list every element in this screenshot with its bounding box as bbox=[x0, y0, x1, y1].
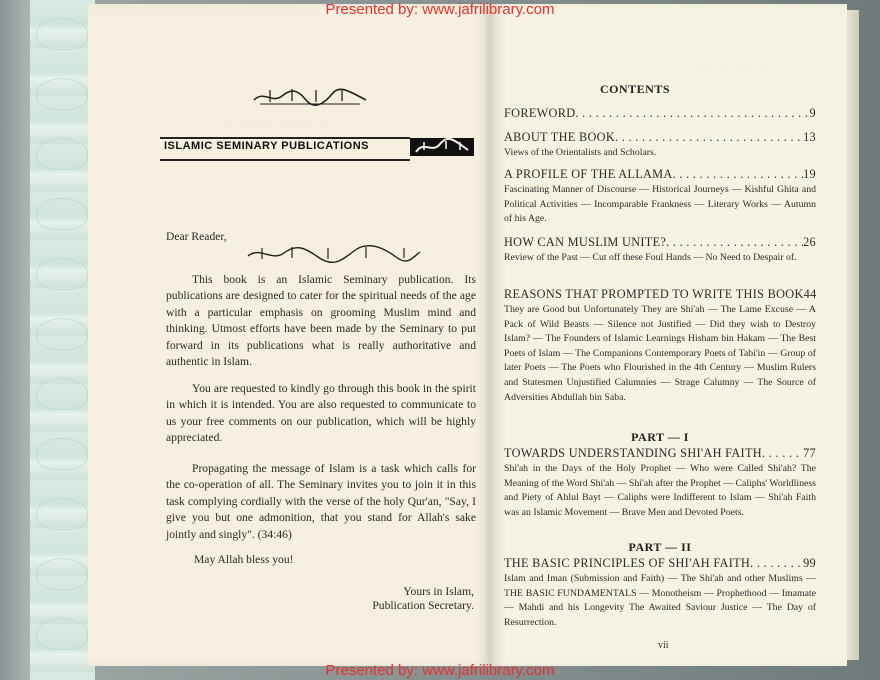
publisher-banner bbox=[160, 137, 478, 159]
toc-entry-description: Views of the Orientalists and Scholars. bbox=[504, 147, 657, 158]
part-heading: PART — II bbox=[628, 540, 692, 554]
bismillah-calligraphy bbox=[250, 86, 370, 108]
toc-entry bbox=[504, 556, 816, 630]
toc-entry-title: ABOUT THE BOOK bbox=[504, 130, 616, 144]
toc-entry bbox=[504, 235, 816, 266]
contents-title: CONTENTS bbox=[600, 82, 671, 96]
toc-entry-description: They are Good but Unfortunately They are Shi'ah — The Lame Excuse — A Pack of Wild Beasts — Silence not Justified — Did they wish to Destroy Islam? — The Founders of Islamic Learnings Hisham bin Hakam — The Best Poets of Islam — The Companions Contemporary Poets of Tabi'in — Group of later Poets — The Poets who Flourished in the 4th Century — Muslim Rulers and Statesmen Unjustified Calumnies — Strage Calumny — The Source of Adversities Abdullah bin Saba. bbox=[504, 304, 816, 403]
toc-entry-page: 26 bbox=[803, 235, 816, 249]
toc-entry-page: 44 bbox=[803, 287, 817, 301]
toc-entry-description: Fascinating Manner of Discourse — Historical Journeys — Kishful Ghita and Political Activities — Incomparable Frankness — Literary Works — Autumn of his Age. bbox=[504, 184, 816, 225]
toc-entry-title: HOW CAN MUSLIM UNITE? bbox=[504, 235, 667, 249]
toc-entry-title: REASONS THAT PROMPTED TO WRITE THIS BOOK bbox=[504, 287, 804, 301]
toc-entry-title: FOREWORD bbox=[504, 106, 576, 120]
part-heading: PART — I bbox=[631, 430, 689, 444]
signature: Publication Secretary. bbox=[372, 599, 474, 612]
toc-entry-title: THE BASIC PRINCIPLES OF SHI'AH FAITH bbox=[504, 556, 751, 570]
page-number: vii bbox=[658, 640, 669, 651]
toc-entry-page: 99 bbox=[803, 556, 816, 570]
book-scan: . . . . . . . . . . . . . . . . . . . . . . . . . . . . . . . . . . . . ISLAMIC SEMINARY PUBLICATIONS Dear Reader, This book is an Islamic Seminary publication. Its publications are designed to cater for the spiritual needs of the age with a particular emphasis on grooming Muslim mind and thinking. Utmost efforts have been made by the Seminary to put forward in its publications what is really authoritative and authentic in Islam. You are requested to kindly go through this book in the spirit in which it is intended. You are also requested to communicate to us your free comments on our publication, which will be highly appreciated. Propagating the message of Islam is a task which calls for the co-operation of all. The Seminary invites you to join it in this task complying cordially with the verse of the holy Qur'an, "Say, I give you but one admonition, that you stand for Allah's sake jointly and singly". (34:46) May Allah bless you! Yours in Islam, Publication Secretary. CONTENTS FOREWORD . . . 9 ABOUT THE BOOK . . . 13 Views of the Orientalists and Scholars. A PROFILE OF THE ALLAMA . . . 19 Fascinating Manner of Discourse — Historical Journeys — Kishful Ghita and Political Activities — Incomparable Frankness — Literary Works — Autumn of his Age. HOW CAN MUSLIM UNITE? . . . 26 Review of the Past — Cut off these Foul Hands — No Need to Despair of. REASONS THAT PROMPTED TO WRITE THIS BOOK 44 They are Good but Unfortunately They are Shi'ah — The Lame Excuse — A Pack of Wild Beasts — Silence not Justified — Did they wish to Destroy Islam? — The Founders of Islamic Learnings Hisham bin Hakam — The Best Poets of Islam — The Companions Contemporary Poets of Tabi'in — Group of later Poets — The Poets who Flourished in the 4th Century — Muslim Rulers and Statesmen Unjustified Calumnies — Strage Calumny — The Source of Adversities Abdullah bin Saba. PART — I TOWARDS UNDERSTANDING SHI'AH FAITH . . . 77 Shi'ah in the Days of the Holy Prophet — Who were Called Shi'ah? The Meaning of the Word Shi'ah — Shi'ah after the Prophet — Caliphs' Worldliness and Piety of Ahlul Bayt — Caliphs were Indifferent to Islam — Shi'ah Faith was an Islamic Movement — Brave Men and Devoted Poets. PART — II THE BASIC PRINCIPLES OF SHI'AH FAITH . . . 99 Islam and Iman (Submission and Faith) — The Shi'ah and other Muslims — THE BASIC FUNDAMENTALS — Monotheism — Prophethood — Imamate — Mahdi and his Longevity The Awaited Saviour Justice — The Day of Resurrection. vii Presented by: www.jafrilibrary.com Presented by: www.jafrilibrary.com bbox=[0, 0, 880, 680]
letter-paragraph: Propagating the message of Islam is a task which calls for the co-operation of all. The Seminary invites you to join it in this task complying cordially with the verse of the holy Qur'an, "Say, I give you but one admonition, that you stand for Allah's sake jointly and singly". (34:46) bbox=[166, 462, 476, 541]
toc-entry bbox=[504, 287, 816, 405]
toc-entry-title: TOWARDS UNDERSTANDING SHI'AH FAITH bbox=[504, 446, 762, 460]
decorative-margin-strip bbox=[30, 0, 95, 680]
toc-entry-description: Review of the Past — Cut off these Foul Hands — No Need to Despair of. bbox=[504, 252, 797, 263]
greeting: Dear Reader, bbox=[166, 230, 227, 243]
letter-paragraph: This book is an Islamic Seminary publication. Its publications are designed to cater for the spiritual needs of the age with a particular emphasis on grooming Muslim mind and thinking. Utmost efforts have been made by the Seminary to put forward in its publications what is really authoritative and authentic in Islam. bbox=[166, 273, 476, 369]
blessing: May Allah bless you! bbox=[194, 553, 294, 566]
publisher-logo bbox=[410, 134, 474, 160]
publisher-name: ISLAMIC SEMINARY PUBLICATIONS bbox=[164, 140, 369, 152]
toc-entry-page: 19 bbox=[803, 167, 816, 181]
toc-entry bbox=[504, 167, 816, 227]
salam-calligraphy bbox=[244, 244, 424, 264]
letter-paragraph: You are requested to kindly go through this book in the spirit in which it is intended. You are also requested to communicate to us your free comments on our publication, which will be highly appreciated. bbox=[166, 382, 476, 445]
toc-entry-description: Islam and Iman (Submission and Faith) — The Shi'ah and other Muslims — THE BASIC FUNDAMENTALS — Monotheism — Prophethood — Imamate — Mahdi and his Longevity The Awaited Saviour Justice — The Day of Resurrection. bbox=[504, 573, 816, 628]
toc-entry-page: 9 bbox=[809, 106, 816, 120]
toc-entry-description: Shi'ah in the Days of the Holy Prophet — Who were Called Shi'ah? The Meaning of the Word Shi'ah — Shi'ah after the Prophet — Caliphs' Worldliness and Piety of Ahlul Bayt — Caliphs were Indifferent to Islam — Shi'ah Faith was an Islamic Movement — Brave Men and Devoted Poets. bbox=[504, 463, 816, 518]
toc-entry-page: 13 bbox=[803, 130, 816, 144]
watermark-top: Presented by: www.jafrilibrary.com bbox=[325, 1, 555, 18]
toc-entry-title: A PROFILE OF THE ALLAMA bbox=[504, 167, 673, 181]
watermark-bottom: Presented by: www.jafrilibrary.com bbox=[325, 662, 555, 679]
closing: Yours in Islam, bbox=[403, 585, 474, 598]
page-edge bbox=[847, 10, 859, 660]
toc-entry bbox=[504, 130, 816, 161]
toc-entry bbox=[504, 106, 816, 121]
toc-entry-page: 77 bbox=[803, 446, 816, 460]
toc-entry bbox=[504, 446, 816, 520]
